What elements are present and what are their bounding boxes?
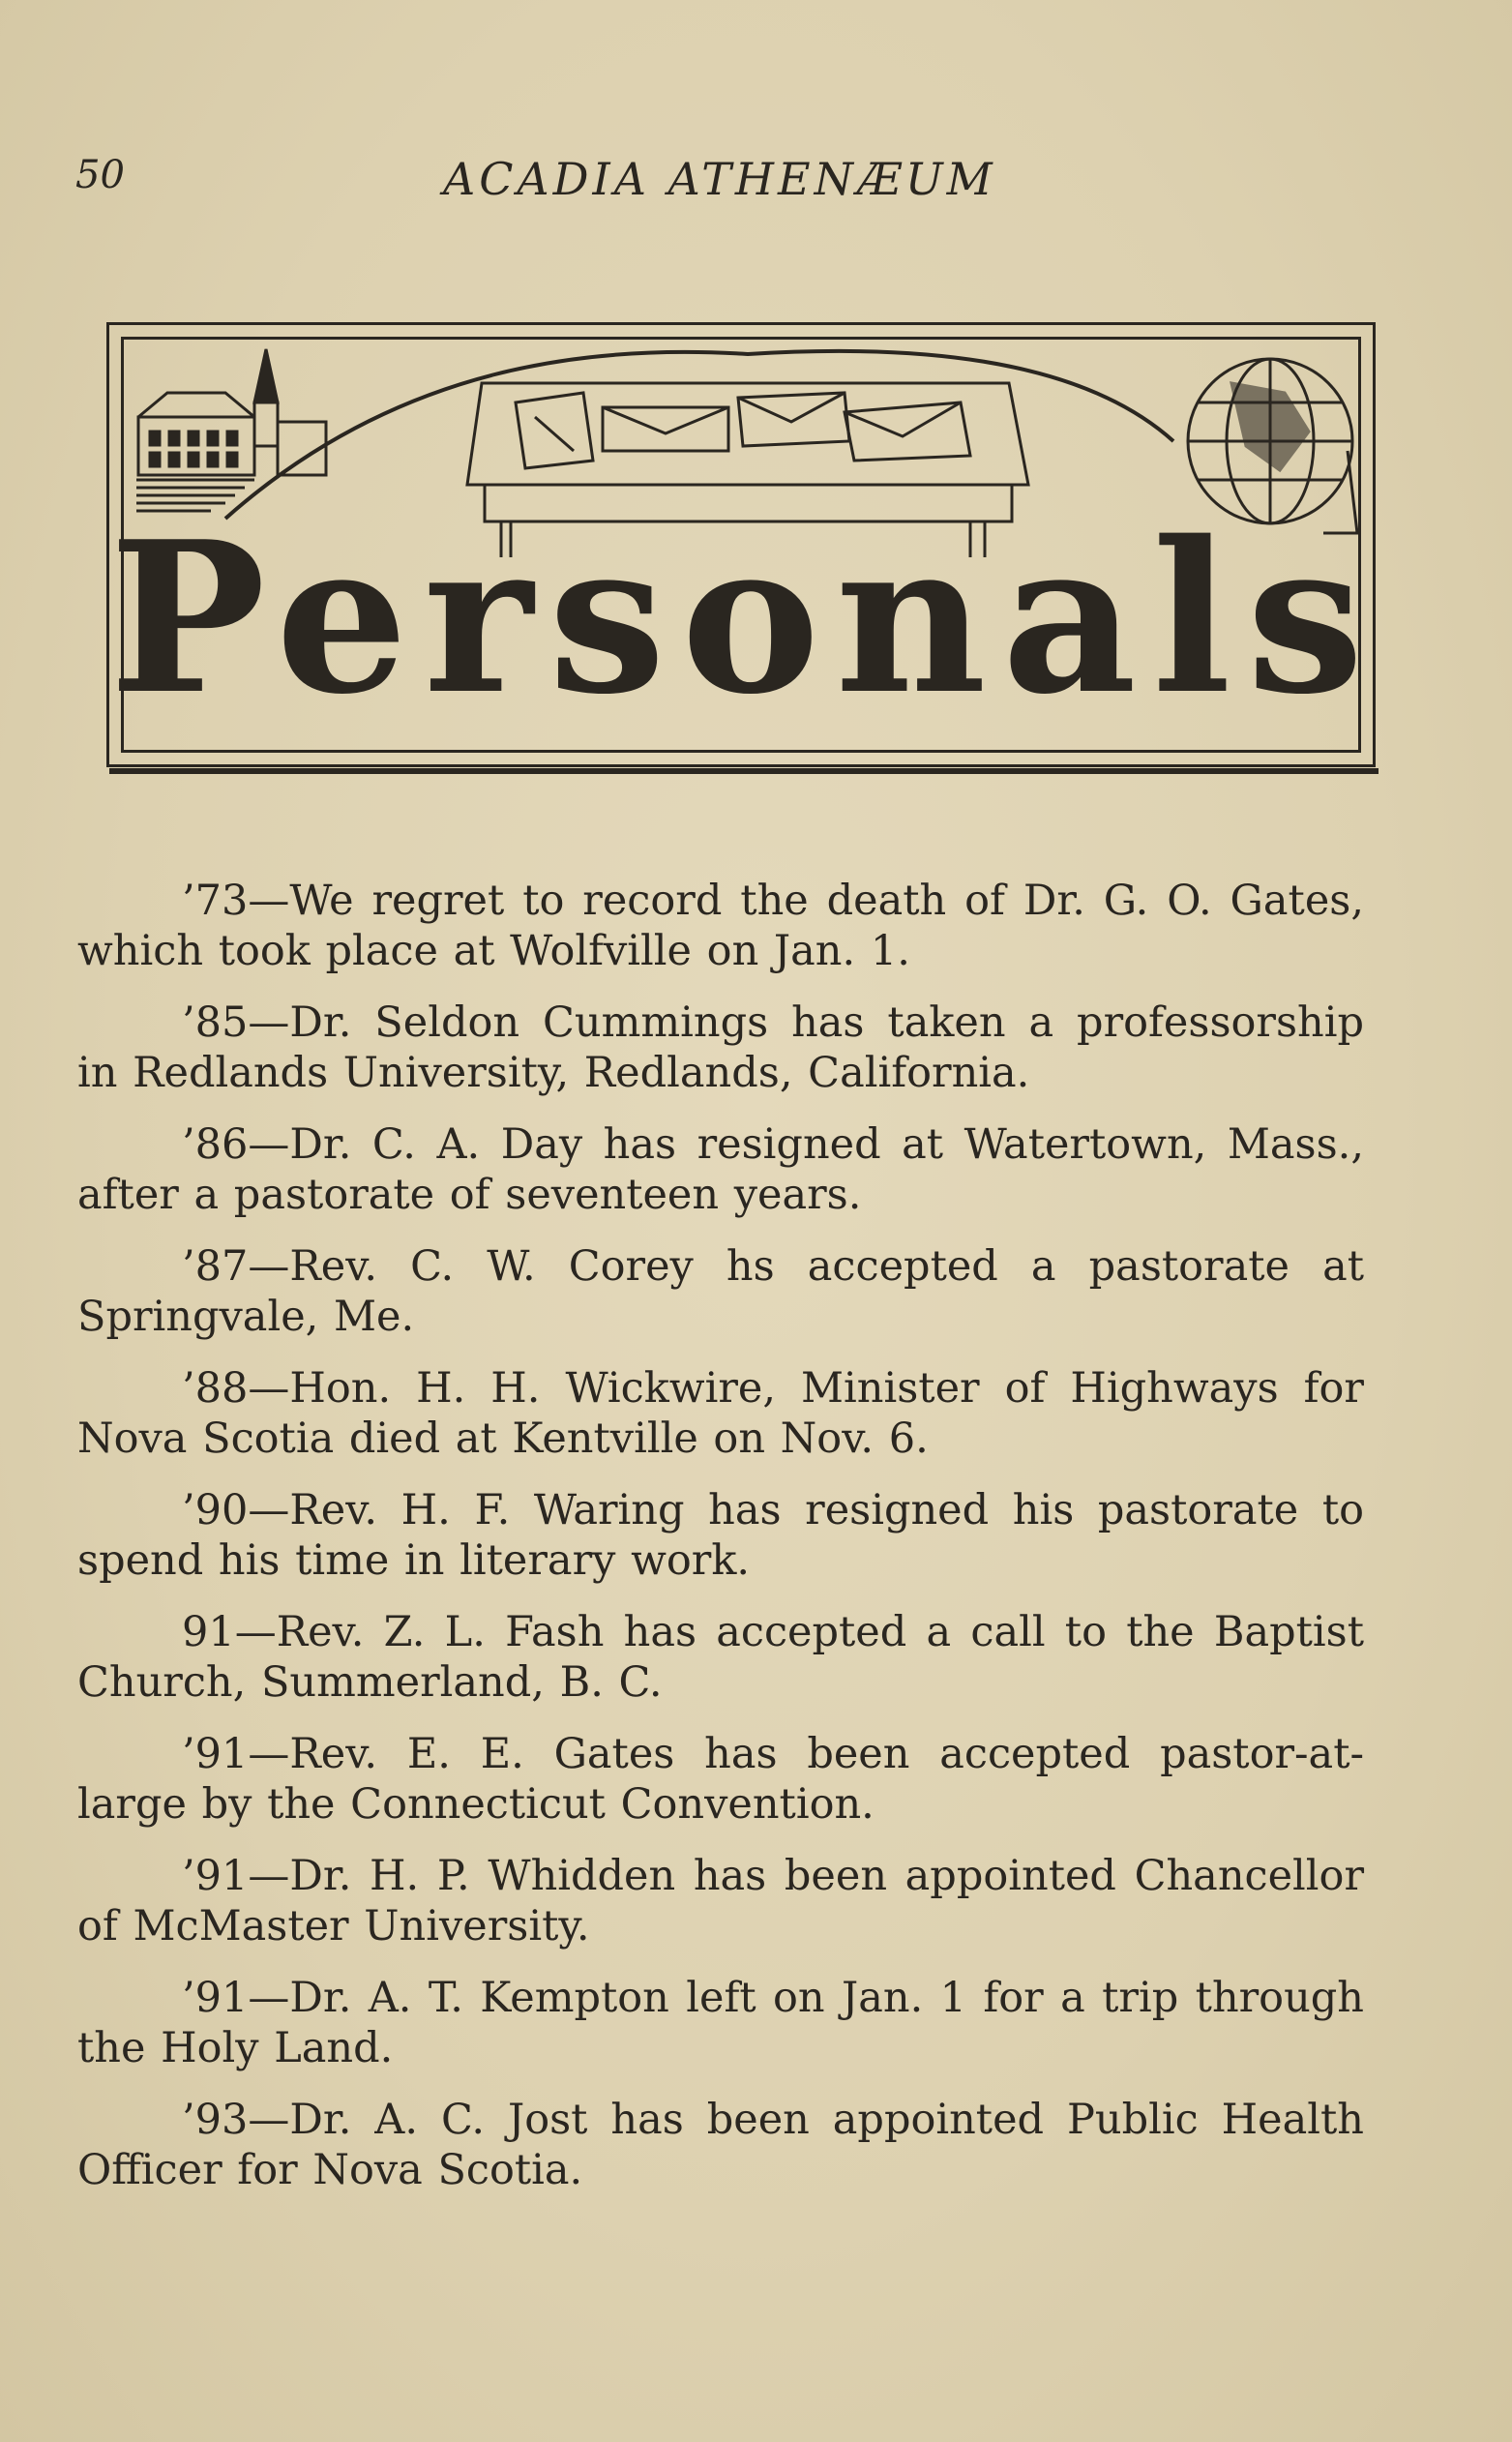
church-building-icon xyxy=(136,349,326,511)
personals-list xyxy=(77,876,1364,2217)
page-number: 50 xyxy=(75,153,125,197)
section-title: Personals xyxy=(109,495,1379,740)
personal-entry: ’85—Dr. Seldon Cummings has taken a professorship in Redlands University, Redlands, California. xyxy=(77,998,1364,1097)
personal-entry: ’86—Dr. C. A. Day has resigned at Watertown, Mass., after a pastorate of seventeen years. xyxy=(77,1120,1364,1219)
personal-entry: ’91—Rev. E. E. Gates has been accepted pastor-at-large by the Connecticut Convention. xyxy=(77,1730,1364,1829)
personal-entry: ’91—Dr. H. P. Whidden has been appointed Chancellor of McMaster University. xyxy=(77,1852,1364,1951)
personal-entry: 91—Rev. Z. L. Fash has accepted a call to the Baptist Church, Summerland, B. C. xyxy=(77,1608,1364,1707)
running-head xyxy=(75,153,1362,211)
personal-entry: ’73—We regret to record the death of Dr. G. O. Gates, which took place at Wolfville on Jan. 1. xyxy=(77,877,1364,975)
personal-entry: ’91—Dr. A. T. Kempton left on Jan. 1 for a trip through the Holy Land. xyxy=(77,1974,1364,2072)
personal-entry: ’93—Dr. A. C. Jost has been appointed Public Health Officer for Nova Scotia. xyxy=(77,2096,1364,2194)
personal-entry: ’87—Rev. C. W. Corey hs accepted a pastorate at Springvale, Me. xyxy=(77,1242,1364,1341)
personal-entry: ’90—Rev. H. F. Waring has resigned his pastorate to spend his time in literary work. xyxy=(77,1486,1364,1585)
personal-entry: ’88—Hon. H. H. Wickwire, Minister of Highways for Nova Scotia died at Kentville on Nov. 6. xyxy=(77,1364,1364,1463)
journal-title: ACADIA ATHENÆUM xyxy=(443,153,996,205)
section-header-box xyxy=(106,322,1379,767)
